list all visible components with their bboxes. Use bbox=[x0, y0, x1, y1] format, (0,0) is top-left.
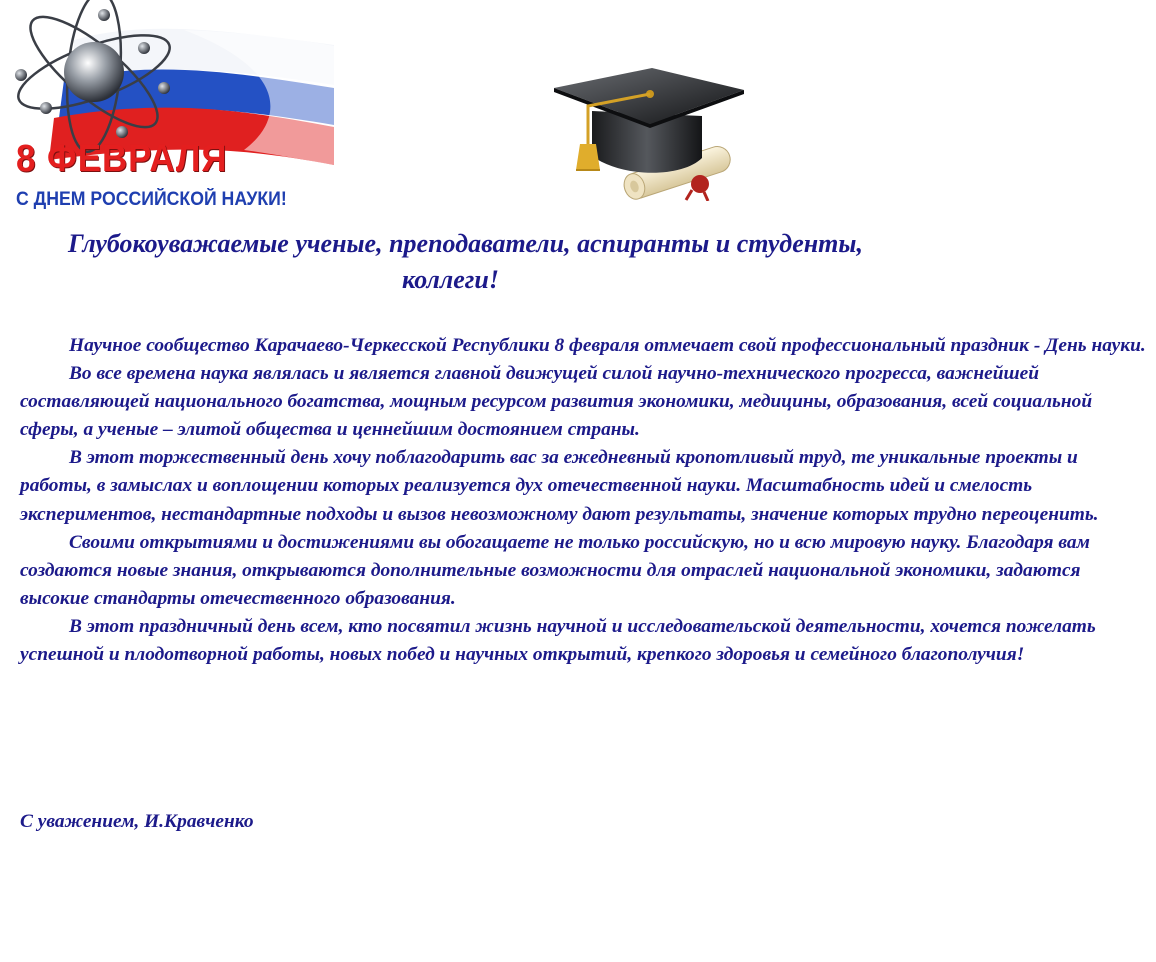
letter-body bbox=[20, 332, 1148, 669]
greeting-line-2: коллеги! bbox=[402, 265, 499, 294]
graduation-cap-and-diploma-icon bbox=[552, 66, 747, 201]
signature: С уважением, И.Кравченко bbox=[20, 811, 254, 832]
logo-date-text: 8 ФЕВРАЛЯ bbox=[16, 138, 228, 180]
letter-paragraph: Своими открытиями и достижениями вы обогащаете не только российскую, но и всю мировую науку. Благодаря вам создаются новые знания, открываются дополнительные возможности для отраслей национальной экономики, задаются высокие стандарты отечественного образования. bbox=[20, 531, 1090, 609]
science-day-logo bbox=[4, 0, 334, 215]
atom-and-russian-flag-icon bbox=[4, 0, 334, 215]
letter-paragraph: В этот торжественный день хочу поблагодарить вас за ежедневный кропотливый труд, те уникальные проекты и работы, в замыслах и воплощении которых реализуется дух отечественной науки. Масштабность идей и смелость экспериментов, нестандартные подходы и вызов невозможному дают результаты, значение которых трудно переоценить. bbox=[20, 447, 1099, 525]
letter-paragraph: В этот праздничный день всем, кто посвятил жизнь научной и исследовательской деятельности, хочется пожелать успешной и плодотворной работы, новых побед и научных открытий, крепкого здоровья и семейного благополучия! bbox=[20, 615, 1096, 666]
logo-caption-text: С ДНЕМ РОССИЙСКОЙ НАУКИ! bbox=[16, 189, 287, 210]
greeting-line-1: Глубокоуважаемые ученые, преподаватели, аспиранты и студенты, bbox=[68, 229, 863, 258]
letter-paragraph: Научное сообщество Карачаево-Черкесской Республики 8 февраля отмечает свой профессиональный праздник - День науки. bbox=[69, 335, 1146, 356]
letter-paragraph: Во все времена наука являлась и является главной движущей силой научно-технического прогресса, важнейшей составляющей национального богатства, мощным ресурсом развития экономики, медицины, образования, всей социальной сферы, а ученые – элитой общества и ценнейшим достоянием страны. bbox=[20, 363, 1093, 441]
graduation-cap-illustration bbox=[552, 66, 747, 201]
